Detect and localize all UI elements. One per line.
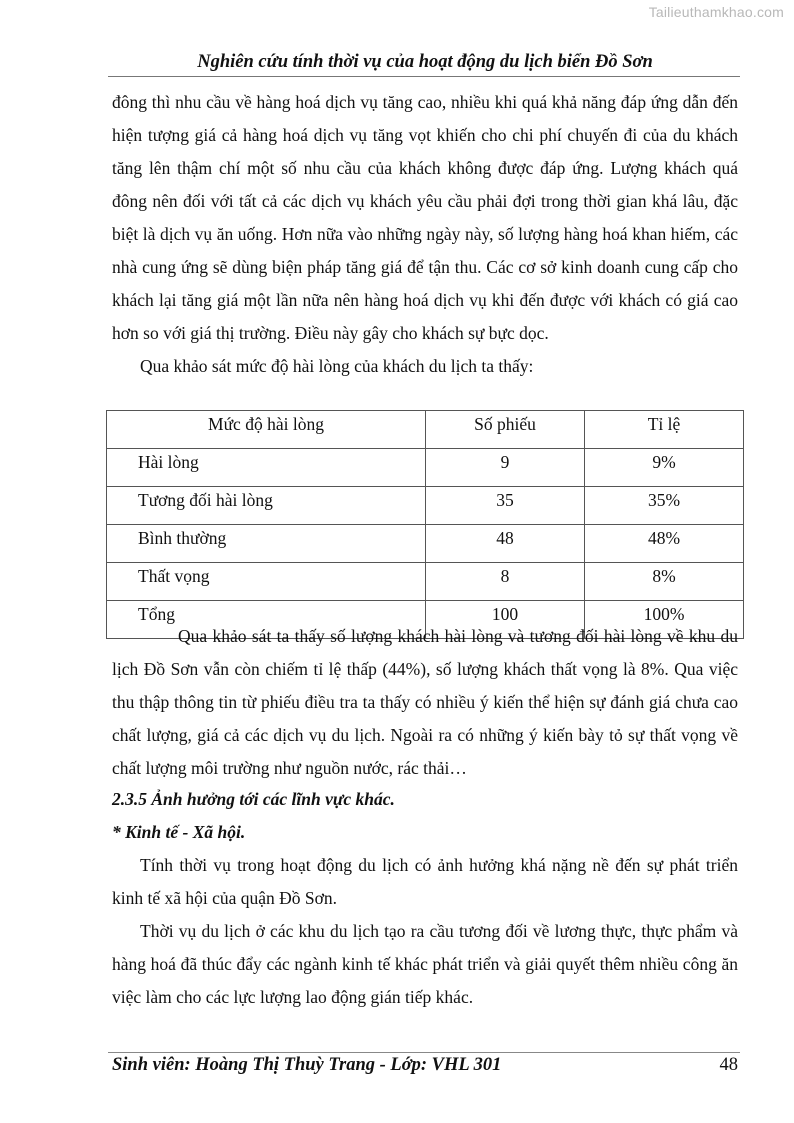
cell-ratio: 48% <box>584 525 743 563</box>
watermark: Tailieuthamkhao.com <box>648 4 784 20</box>
paragraph-3: Tính thời vụ trong hoạt động du lịch có ảnh hưởng khá nặng nề đến sự phát triển kinh tế xã hội của quận Đồ Sơn. <box>112 855 738 908</box>
cell-count: 100 <box>425 601 584 639</box>
paragraph-2: Qua khảo sát ta thấy số lượng khách hài lòng và tương đối hài lòng về khu du lịch Đồ Sơn vẫn còn chiếm tỉ lệ thấp (44%), số lượng khách thất vọng là 8%. Qua việc thu thập thông tin từ phiếu điều tra ta thấy có nhiều ý kiến thể hiện sự đánh giá chưa cao chất lượng, giá cả các dịch vụ du lịch. Ngoài ra có những ý kiến bày tỏ sự thất vọng về chất lượng môi trường như nguồn nước, rác thải… <box>112 626 738 778</box>
header-count: Số phiếu <box>425 411 584 449</box>
table-row <box>107 449 744 487</box>
cell-ratio: 9% <box>584 449 743 487</box>
cell-count: 35 <box>425 487 584 525</box>
cell-level: Tương đối hài lòng <box>107 487 426 525</box>
body-after-table <box>112 620 738 785</box>
table-header-row <box>107 411 744 449</box>
cell-level: Tổng <box>107 601 426 639</box>
cell-count: 8 <box>425 563 584 601</box>
table-row <box>107 525 744 563</box>
header-ratio: Tỉ lệ <box>584 411 743 449</box>
header-divider <box>108 76 740 77</box>
section-2-3-5 <box>112 783 738 1014</box>
cell-count: 48 <box>425 525 584 563</box>
table-row <box>107 563 744 601</box>
body-top <box>112 86 738 383</box>
cell-level: Bình thường <box>107 525 426 563</box>
page-number: 48 <box>719 1055 738 1075</box>
page-header-title: Nghiên cứu tính thời vụ của hoạt động du lịch biển Đồ Sơn <box>197 52 653 72</box>
cell-ratio: 35% <box>584 487 743 525</box>
table-intro: Qua khảo sát mức độ hài lòng của khách du lịch ta thấy: <box>140 356 534 376</box>
satisfaction-table <box>106 410 744 639</box>
cell-count: 9 <box>425 449 584 487</box>
paragraph-4: Thời vụ du lịch ở các khu du lịch tạo ra cầu tương đối về lương thực, thực phẩm và hàng hoá đã thúc đẩy các ngành kinh tế khác phát triển và giải quyết thêm nhiều công ăn việc làm cho các lực lượng lao động gián tiếp khác. <box>112 921 738 1007</box>
footer-author: Sinh viên: Hoàng Thị Thuỳ Trang - Lớp: VHL 301 <box>112 1055 502 1075</box>
cell-level: Hài lòng <box>107 449 426 487</box>
section-heading: 2.3.5 Ảnh hưởng tới các lĩnh vực khác. <box>112 789 395 809</box>
cell-level: Thất vọng <box>107 563 426 601</box>
cell-ratio: 8% <box>584 563 743 601</box>
header-level: Mức độ hài lòng <box>107 411 426 449</box>
paragraph-1: đông thì nhu cầu về hàng hoá dịch vụ tăng cao, nhiều khi quá khả năng đáp ứng dẫn đến hiện tượng giá cả hàng hoá dịch vụ tăng vọt khiến cho chi phí chuyến đi của du khách tăng lên thậm chí một số nhu cầu của khách không được đáp ứng. Lượng khách quá đông nên đối với tất cả các dịch vụ khách yêu cầu phải đợi trong thời gian khá lâu, đặc biệt là dịch vụ ăn uống. Hơn nữa vào những ngày này, số lượng hàng hoá khan hiếm, các nhà cung ứng sẽ dùng biện pháp tăng giá để tận thu. Các cơ sở kinh doanh cung cấp cho khách lại tăng giá một lần nữa nên hàng hoá dịch vụ khi đến được với khách có giá cao hơn so với giá thị trường. Điều này gây cho khách sự bực dọc. <box>112 92 738 343</box>
footer-divider <box>108 1052 740 1053</box>
cell-ratio: 100% <box>584 601 743 639</box>
table-row <box>107 487 744 525</box>
subsection-heading: * Kinh tế - Xã hội. <box>112 822 246 842</box>
